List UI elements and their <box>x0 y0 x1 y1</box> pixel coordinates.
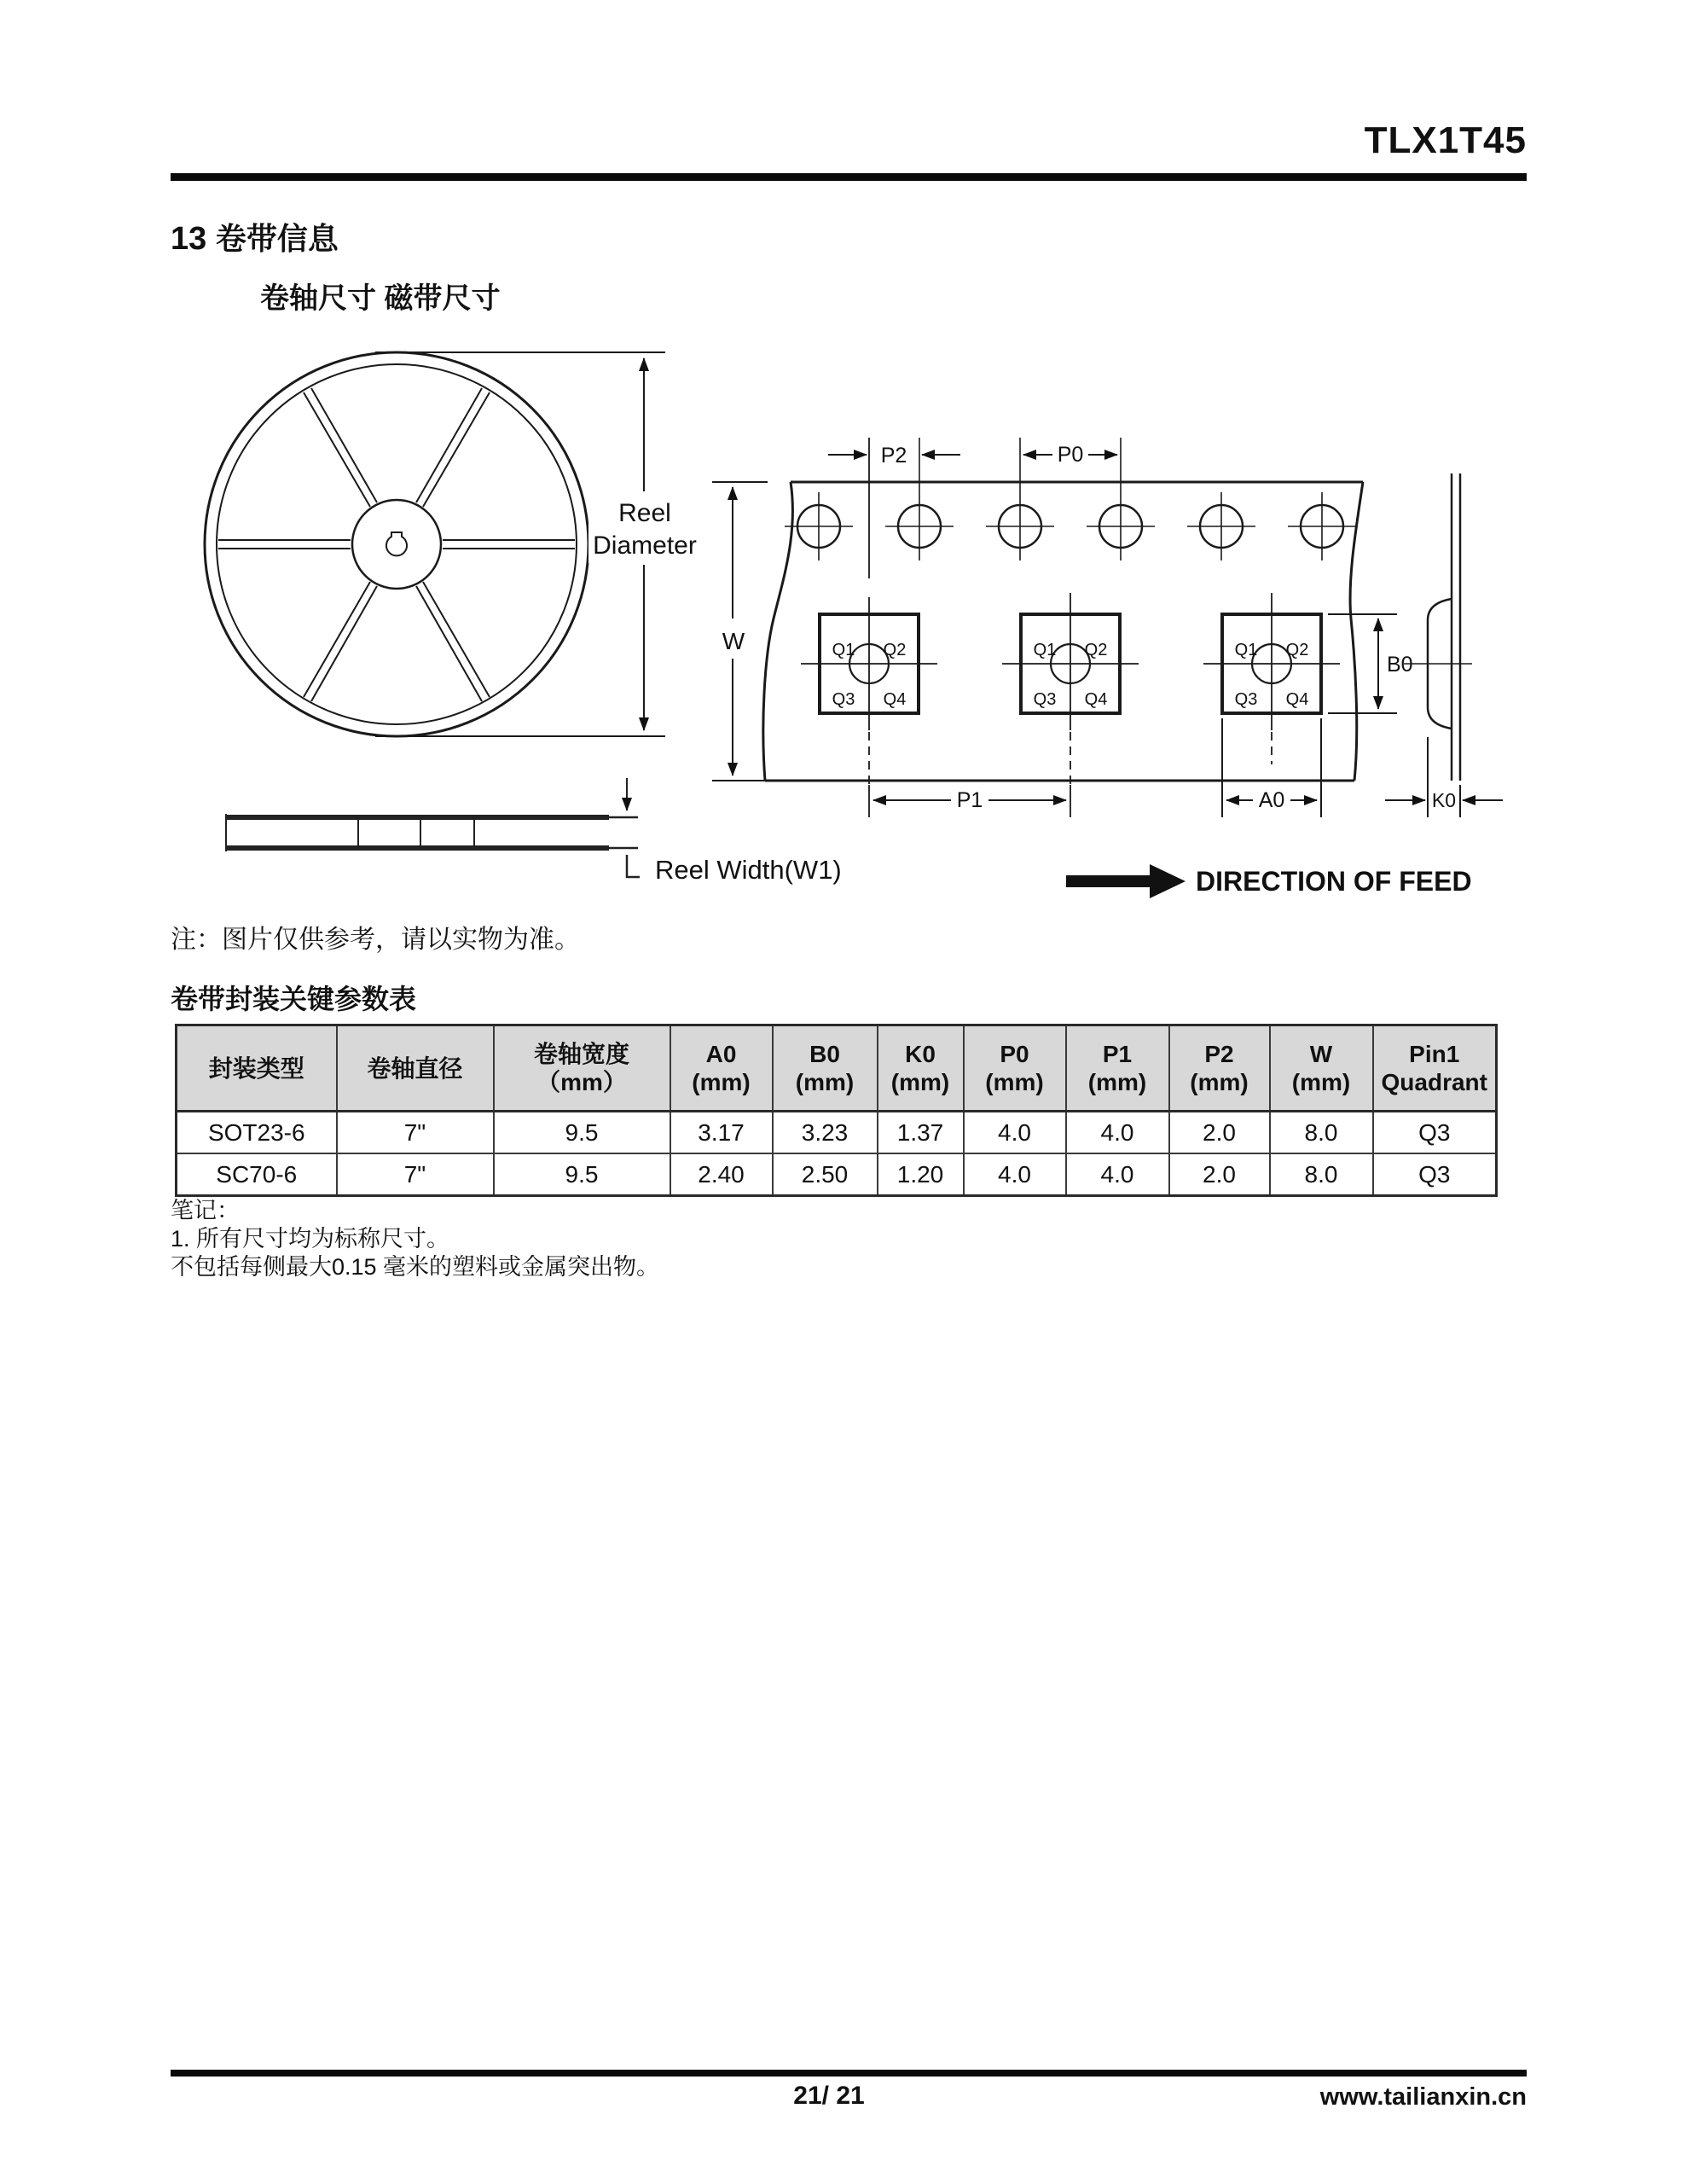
table-cell: 3.17 <box>670 1112 773 1154</box>
col-header-pin1-quadrant: Pin1 Quadrant <box>1373 1025 1497 1112</box>
dimension-p2 <box>828 444 960 468</box>
quadrant-q2: Q2 <box>1285 641 1309 659</box>
header-rule <box>171 173 1527 181</box>
table-cell: 4.0 <box>964 1153 1066 1196</box>
table-cell: 9.5 <box>494 1153 670 1196</box>
table-cell: Q3 <box>1373 1153 1497 1196</box>
reel-spokes <box>218 388 575 701</box>
tape-reel-parameter-table <box>175 1024 1498 1197</box>
tape-and-reel-diagram <box>162 324 1527 904</box>
quadrant-q1: Q1 <box>1234 641 1258 659</box>
table-cell: 4.0 <box>1066 1153 1169 1196</box>
table-cell: 4.0 <box>1066 1112 1169 1154</box>
quadrant-q3: Q3 <box>1033 690 1057 709</box>
col-header-reel-diameter: 卷轴直径 <box>337 1025 494 1112</box>
table-header-row <box>177 1025 1497 1112</box>
quadrant-q2: Q2 <box>1084 641 1108 659</box>
dimension-p1 <box>873 788 1066 812</box>
p1-label: P1 <box>956 788 983 812</box>
feed-arrow-icon <box>1066 864 1186 898</box>
col-header-a0: A0 (mm) <box>670 1025 773 1112</box>
table-title: 卷带封装关键参数表 <box>171 984 417 1014</box>
table-cell: Q3 <box>1373 1112 1497 1154</box>
table-cell: 1.37 <box>878 1112 964 1154</box>
footnotes <box>171 1197 659 1281</box>
dimension-k0 <box>1385 737 1503 817</box>
col-header-reel-width: 卷轴宽度 （mm） <box>494 1025 670 1112</box>
reel-diameter-label-line1: Reel <box>618 499 671 527</box>
tape-top-view <box>763 438 1363 817</box>
col-header-p1: P1 (mm) <box>1066 1025 1169 1112</box>
table-cell: 9.5 <box>494 1112 670 1154</box>
footer-rule <box>171 2070 1527 2077</box>
p2-label: P2 <box>880 444 907 468</box>
col-header-p2: P2 (mm) <box>1169 1025 1270 1112</box>
table-cell: 2.0 <box>1169 1153 1270 1196</box>
section-heading <box>171 215 339 258</box>
footnote-line: 笔记： <box>171 1198 240 1223</box>
table-cell: 1.20 <box>878 1153 964 1196</box>
quadrant-q1: Q1 <box>1033 641 1057 659</box>
reel-hub-keyhole <box>386 532 407 555</box>
reel-side-view <box>226 778 842 885</box>
footnote-line: 不包括每侧最大0.15 毫米的塑料或金属突出物。 <box>171 1254 660 1280</box>
table-cell: 8.0 <box>1270 1153 1373 1196</box>
k0-label: K0 <box>1431 789 1457 811</box>
w-label: W <box>722 628 745 654</box>
b0-label: B0 <box>1387 653 1413 677</box>
document-title: TLX1T45 <box>1364 119 1527 161</box>
table-cell: 7" <box>337 1153 494 1196</box>
table-cell: 8.0 <box>1270 1112 1373 1154</box>
a0-label: A0 <box>1258 788 1285 812</box>
table-cell: 7" <box>337 1112 494 1154</box>
reel-diameter-dimension <box>375 352 701 736</box>
footnote-line: 1. 所有尺寸均为标称尺寸。 <box>171 1226 450 1252</box>
dimension-p0 <box>1023 443 1117 467</box>
col-header-b0: B0 (mm) <box>773 1025 878 1112</box>
quadrant-q4: Q4 <box>1084 690 1108 709</box>
reference-note: 注：图片仅供参考，请以实物为准。 <box>171 926 580 954</box>
pocket-centerlines <box>801 438 1340 817</box>
sprocket-holes <box>797 505 1343 548</box>
parameter-table-wrap <box>175 1024 1498 1197</box>
table-row-sot23-6 <box>177 1112 1497 1154</box>
direction-of-feed-label: DIRECTION OF FEED <box>1196 866 1472 897</box>
col-header-package-type: 封装类型 <box>177 1025 337 1112</box>
table-cell: 2.0 <box>1169 1112 1270 1154</box>
col-header-w: W (mm) <box>1270 1025 1373 1112</box>
dimension-w <box>712 482 768 781</box>
quadrant-q3: Q3 <box>832 690 855 709</box>
table-cell: 2.40 <box>670 1153 773 1196</box>
section-subtitle: 卷轴尺寸 磁带尺寸 <box>260 282 501 315</box>
table-cell: SOT23-6 <box>177 1112 337 1154</box>
website-link[interactable]: www.tailianxin.cn <box>1319 2083 1527 2111</box>
quadrant-q4: Q4 <box>1285 690 1309 709</box>
col-header-k0: K0 (mm) <box>878 1025 964 1112</box>
table-cell: 4.0 <box>964 1112 1066 1154</box>
quadrant-q3: Q3 <box>1234 690 1258 709</box>
quadrant-q4: Q4 <box>883 690 907 709</box>
quadrant-q1: Q1 <box>832 641 855 659</box>
reel-front-view <box>205 352 588 736</box>
p0-label: P0 <box>1057 443 1084 467</box>
table-row-sc70-6 <box>177 1153 1497 1196</box>
table-cell: 3.23 <box>773 1112 878 1154</box>
table-cell: 2.50 <box>773 1153 878 1196</box>
tape-side-profile <box>1404 473 1472 781</box>
reel-width-label: Reel Width(W1) <box>655 855 842 885</box>
section-number: 13 <box>171 221 207 257</box>
section-title: 卷带信息 <box>215 221 339 256</box>
dimension-b0 <box>1328 614 1413 713</box>
direction-of-feed <box>1066 864 1472 898</box>
table-cell: SC70-6 <box>177 1153 337 1196</box>
reel-diameter-label-line2: Diameter <box>593 531 697 560</box>
page-number: 21/ 21 <box>793 2082 865 2110</box>
quadrant-q2: Q2 <box>883 641 907 659</box>
col-header-p0: P0 (mm) <box>964 1025 1066 1112</box>
